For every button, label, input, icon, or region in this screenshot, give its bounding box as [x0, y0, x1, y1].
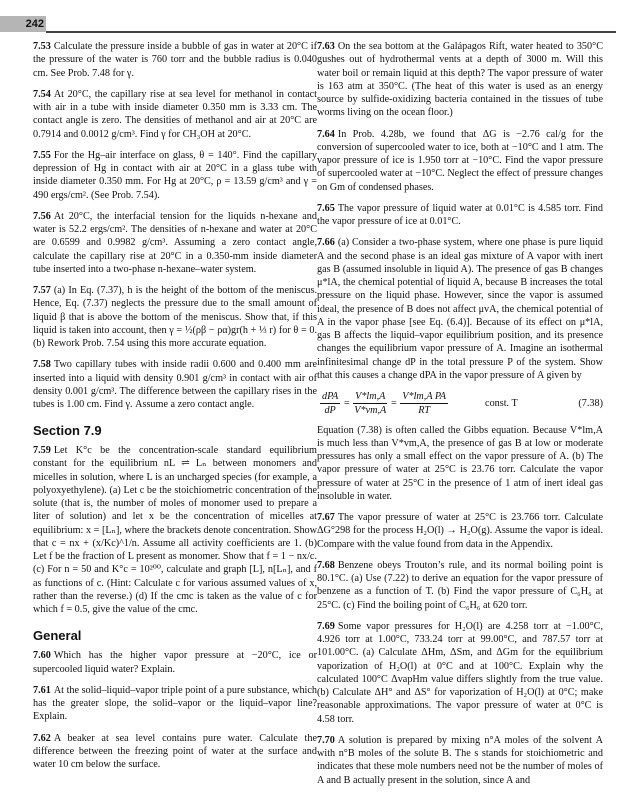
- problem-text: (a) Consider a two-phase system, where one phase is pure liquid A and the second phase is an ideal gas mixture of A vapor with inert gas B (assumed insoluble in liquid A). The presence of gas B changes μ*lA, the chemical potential of liquid A, because B increases the total pressure on the liquid phase. However, since the vapor is assumed ideal, the presence of B does not affect μvA, the chemical potential of A in the vapor phase [see Eq. (6.4)]. Because of its effect on μ*lA, gas B affects the liquid–vapor equilibrium position, and its presence changes the equilibrium vapor pressure of A. Imagine an isothermal infinitesimal change dP in the total pressure P of the system. Show that this causes a change dPA in the vapor pressure of A given by: [317, 237, 603, 381]
- right-column: [317, 40, 603, 795]
- problem-7-57: [33, 284, 317, 350]
- problem-7-68: [317, 559, 603, 612]
- problem-text: For the Hg–air interface on glass, θ = 140°. Find the capillary depression of Hg in contact with air at 20°C in a glass tube with inside diameter 0.350 mm. For Hg at 20°C, ρ = 13.59 g/cm³ and γ = 490 ergs/cm². (See Prob. 7.54).: [33, 149, 317, 201]
- eq-mid-num: V*lm,A: [353, 390, 387, 404]
- problem-7-55: [33, 149, 317, 202]
- eq-mid: [353, 390, 387, 418]
- eq-lhs-den: dP: [324, 405, 336, 417]
- left-problems: [33, 40, 317, 411]
- right-problems: [317, 40, 603, 382]
- problem-number: 7.68: [317, 559, 335, 571]
- problem-number: 7.61: [33, 684, 51, 696]
- eq-condition: const. T: [485, 398, 518, 410]
- problem-7-61: [33, 684, 317, 724]
- problem-number: 7.58: [33, 359, 51, 371]
- section-7-9-heading: Section 7.9: [33, 423, 102, 439]
- gibbs-equation: [317, 390, 603, 418]
- problem-7-59: [33, 444, 317, 616]
- problem-7-70: [317, 734, 603, 787]
- problem-text: The vapor pressure of liquid water at 0.01°C is 4.585 torr. Find the vapor pressure of ice at 0.01°C.: [317, 202, 603, 227]
- general-problems: [33, 649, 317, 771]
- problem-number: 7.59: [33, 445, 51, 457]
- header-rule: [46, 31, 616, 33]
- eq-label: (7.38): [578, 398, 603, 410]
- eq-rhs-den: RT: [418, 405, 431, 417]
- right-problems-continued: [317, 424, 603, 787]
- problem-text: At 20°C, the capillary rise at sea level for methanol in contact with air in a tube with inside diameter 0.350 mm is 3.33 cm. The contact angle is zero. The densities of methanol and air at 20°C are 0.7914 and 0.0012 g/cm³. Find γ for CH₃OH at 20°C.: [33, 88, 317, 140]
- eq-equals-2: =: [390, 398, 398, 410]
- problem-number: 7.66: [317, 237, 335, 249]
- problem-7-60: [33, 649, 317, 676]
- problem-number: 7.56: [33, 210, 51, 222]
- problem-text: Equation (7.38) is often called the Gibbs equation. Because V*lm,A is much less than V*vm,A, the presence of gas B at low or moderate pressures has only a small effect on the vapor pressure of A. (b) The vapor pressure of water at 25°C is 23.76 torr. Calculate the vapor pressure of water at 25°C in the presence of 1 atm of inert ideal gas insoluble in water.: [317, 424, 603, 502]
- problem-number: 7.62: [33, 732, 51, 744]
- problem-text: At the solid–liquid–vapor triple point of a pure substance, which has the greater slope, the solid–vapor or the liquid–vapor line? Explain.: [33, 684, 317, 723]
- problem-text: Benzene obeys Trouton’s rule, and its normal boiling point is 80.1°C. (a) Use (7.22) to derive an equation for the vapor pressure of benzene as a function of T. (b) Find the vapor pressure of C₆H₆ at 25°C. (c) Find the boiling point of C₆H₆ at 620 torr.: [317, 559, 603, 611]
- problem-7-64: [317, 128, 603, 194]
- problem-7-66: [317, 236, 603, 382]
- problem-text: A solution is prepared by mixing n°A moles of the solvent A with n°B moles of the solute B. The s stands for stoichiometric and indicates that these mole numbers need not be the number of moles of A and B actually present in the solution, since A and: [317, 734, 603, 786]
- problem-7-62: [33, 732, 317, 772]
- problem-text: (a) In Eq. (7.37), h is the height of the bottom of the meniscus. Hence, Eq. (7.37) neglects the pressure due to the small amount of liquid β that is above the bottom of the meniscus. Show that, if this liquid is taken into account, then γ = ½(ρβ − ρα)gr(h + ⅓ r) for θ = 0. (b) Rework Prob. 7.54 using this more accurate equation.: [33, 285, 317, 349]
- eq-mid-den: V*vm,A: [354, 405, 387, 417]
- problem-7-58: [33, 358, 317, 411]
- problem-number: 7.64: [317, 128, 335, 140]
- problem-number: 7.53: [33, 41, 51, 52]
- eq-equals-1: =: [343, 398, 351, 410]
- problem-7-67: [317, 511, 603, 551]
- problem-7-63: [317, 40, 603, 120]
- eq-lhs: [320, 390, 340, 418]
- problem-text: Calculate the pressure inside a bubble of gas in water at 20°C if the pressure of the water is 760 torr and the bubble radius is 0.040 cm. See Prob. 7.48 for γ.: [33, 41, 317, 79]
- problem-text: On the sea bottom at the Galápagos Rift, water heated to 350°C gushes out of hydrothermal vents at a depth of 3000 m. Will this water boil or remain liquid at this depth? The vapor pressure of water is 163 atm at 350°C. (The heat of this water is used as an energy source by sulfide-oxidizing bacteria contained in the tissues of tube worms living on the ocean floor.): [317, 41, 603, 119]
- problem-7-65: [317, 202, 603, 229]
- problem-text: A beaker at sea level contains pure water. Calculate the difference between the freezing point of water at the surface and water 10 cm below the surface.: [33, 732, 317, 771]
- eq-rhs: [400, 390, 448, 418]
- problem-number: 7.55: [33, 149, 51, 161]
- problem-text: The vapor pressure of water at 25°C is 23.766 torr. Calculate ΔG°298 for the process H₂O(l) → H₂O(g). Assume the vapor is ideal. Compare with the value found from data in the Appendix.: [317, 512, 603, 550]
- problem-number: 7.65: [317, 202, 335, 214]
- problem-text: Let K°c be the concentration-scale standard equilibrium constant for the equilibrium nL ⇌ Lₙ between monomers and micelles in solution, where L is an uncharged species (for example, a polyoxyethylene). (a) Let c be the stoichiometric concentration of the solute (that is, the number of moles of monomer used to prepare a liter of solution) and let x be the concentration of micelles at equilibrium: x = [Lₙ], where the brackets denote concentration. Show that c = nx + (x/Kc)^1/n. Assume all activity coefficients are 1. (b) Let f be the fraction of L present as monomer. Show that f = 1 − nx/c. (c) For n = 50 and K°c = 10²⁰⁰, calculate and graph [L], n[Lₙ], and f as functions of c. (Hint: Calculate c for various assumed values of x, rather than the reverse.) (d) If the cmc is taken as the value of c for which f = 0.5, give the value of the cmc.: [33, 445, 317, 616]
- problem-number: 7.69: [317, 620, 335, 632]
- eq-lhs-num: dPA: [320, 390, 340, 404]
- problem-text: Which has the higher vapor pressure at −20°C, ice or supercooled liquid water? Explain.: [33, 650, 317, 675]
- problem-number: 7.57: [33, 285, 51, 296]
- general-heading: General: [33, 628, 82, 644]
- problem-7-69: [317, 620, 603, 726]
- problem-number: 7.54: [33, 88, 51, 100]
- problem-7-54: [33, 88, 317, 141]
- problem-number: 7.70: [317, 734, 335, 746]
- problem-continued: [317, 424, 603, 504]
- page-number: 242: [0, 16, 46, 32]
- problem-text: Some vapor pressures for H₂O(l) are 4.258 torr at −1.00°C, 4.926 torr at 1.00°C, 733.24 torr at 99.00°C, and 787.57 torr at 101.00°C. (a) Calculate ΔHm, ΔSm, and ΔGm for the equilibrium vaporization of H₂O(l) at 0°C and at 100°C. Explain why the calculated 100°C ΔvapHm value differs slightly from the true value. (b) Calculate ΔH° and ΔS° for vaporization of H₂O(l) at 0°C; make reasonable approximations. The vapor pressure of water at 0°C is 4.58 torr.: [317, 620, 603, 725]
- problem-text: At 20°C, the interfacial tension for the liquids n-hexane and water is 52.2 ergs/cm². The densities of n-hexane and water at 20°C are 0.6599 and 0.9982 g/cm³. Assuming a zero contact angle, calculate the capillary rise at 20°C in a 0.350-mm inside diameter tube inserted into a two-phase n-hexane–water system.: [33, 210, 317, 275]
- section-7-9-problems: [33, 444, 317, 616]
- problem-number: 7.63: [317, 41, 335, 52]
- problem-7-53: [33, 40, 317, 80]
- problem-text: In Prob. 4.28b, we found that ΔG is −2.76 cal/g for the conversion of supercooled water to ice, both at −10°C and 1 atm. The vapor pressure of ice is 1.950 torr at −10°C. Find the vapor pressure of supercooled water at −10°C. Neglect the effect of pressure changes on Gm of condensed phases.: [317, 128, 603, 193]
- problem-number: 7.67: [317, 512, 335, 523]
- problem-text: Two capillary tubes with inside radii 0.600 and 0.400 mm are inserted into a liquid with density 0.901 g/cm³ in contact with air of density 0.001 g/cm³. The difference between the capillary rises in the tubes is 1.00 cm. Find γ. Assume a zero contact angle.: [33, 359, 317, 410]
- problem-number: 7.60: [33, 650, 51, 662]
- eq-rhs-num: V*lm,A PA: [400, 390, 448, 404]
- left-column: [33, 40, 317, 779]
- problem-7-56: [33, 210, 317, 276]
